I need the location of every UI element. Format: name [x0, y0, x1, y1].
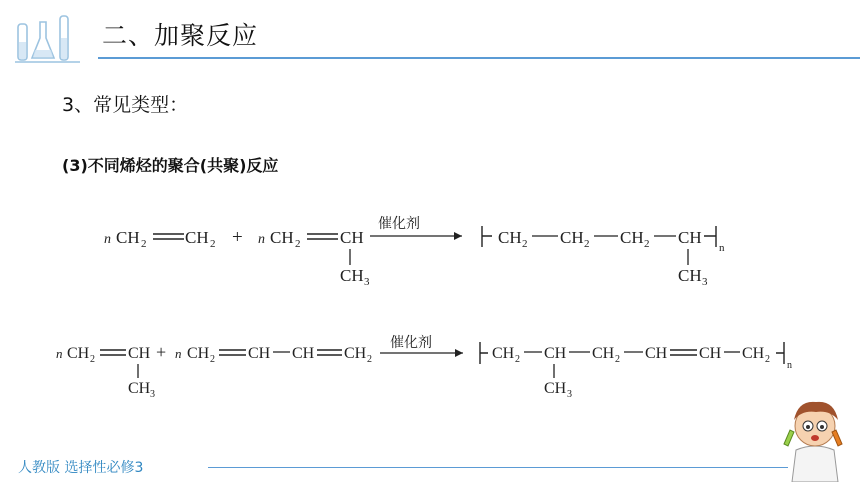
- subscript: 2: [141, 238, 147, 250]
- formula-text: CH: [128, 345, 151, 362]
- formula-text: CH: [560, 228, 584, 247]
- scientist-mascot-icon: [772, 392, 858, 482]
- subscript: 2: [615, 354, 620, 365]
- branch-text: CH: [544, 380, 567, 397]
- formula-text: CH: [742, 345, 765, 362]
- branch-text: CH: [340, 266, 364, 285]
- footer-rule: [208, 467, 788, 468]
- formula-text: CH: [699, 345, 722, 362]
- subscript: 2: [515, 354, 520, 365]
- plus-sign: +: [232, 227, 243, 248]
- subscript: 2: [295, 238, 301, 250]
- subscript: 2: [210, 238, 216, 250]
- formula-text: CH: [645, 345, 668, 362]
- plus-sign: +: [156, 342, 167, 362]
- subscript: 2: [644, 238, 650, 250]
- close-bracket-icon: [776, 342, 784, 364]
- coefficient-n: n: [56, 346, 63, 361]
- subscript: 2: [90, 354, 95, 365]
- coefficient-n: n: [104, 232, 111, 247]
- subscript: 2: [584, 238, 590, 250]
- formula-text: CH: [678, 228, 702, 247]
- formula-text: CH: [340, 228, 364, 247]
- formula-text: CH: [248, 345, 271, 362]
- formula-text: CH: [116, 228, 140, 247]
- open-bracket-icon: [482, 226, 492, 247]
- subscript: 2: [367, 354, 372, 365]
- formula-text: CH: [292, 345, 315, 362]
- formula-text: CH: [592, 345, 615, 362]
- footer-edition: 人教版 选择性必修3: [18, 460, 144, 476]
- subscript: 3: [567, 389, 572, 400]
- close-bracket-icon: [704, 226, 716, 247]
- formula-text: CH: [67, 345, 90, 362]
- formula-text: CH: [492, 345, 515, 362]
- sub-heading: (3)不同烯烃的聚合(共聚)反应: [62, 156, 279, 175]
- formula-text: CH: [185, 228, 209, 247]
- reaction-1-equation: [0, 195, 860, 295]
- subscript: 2: [522, 238, 528, 250]
- polymer-product: [482, 226, 725, 288]
- repeat-n-subscript: n: [787, 360, 792, 371]
- subscript: 3: [364, 276, 370, 288]
- catalyst-label: 催化剂: [378, 216, 420, 232]
- subscript: 2: [765, 354, 770, 365]
- formula-text: CH: [620, 228, 644, 247]
- subscript: 2: [210, 354, 215, 365]
- polymer-product: [480, 342, 792, 400]
- coefficient-n: n: [258, 232, 265, 247]
- repeat-n-subscript: n: [719, 242, 725, 254]
- subscript: 3: [150, 389, 155, 400]
- arrow-head-icon: [454, 232, 462, 240]
- arrow-head-icon: [455, 349, 463, 357]
- branch-text: CH: [678, 266, 702, 285]
- open-bracket-icon: [480, 342, 488, 364]
- branch-text: CH: [128, 380, 151, 397]
- formula-text: CH: [187, 345, 210, 362]
- slide-title: 二、加聚反应: [102, 21, 259, 50]
- formula-text: CH: [544, 345, 567, 362]
- subscript: 3: [702, 276, 708, 288]
- catalyst-label: 催化剂: [390, 335, 432, 351]
- diene-reactant: [187, 345, 372, 365]
- formula-text: CH: [498, 228, 522, 247]
- formula-text: CH: [270, 228, 294, 247]
- reaction-2-equation: [0, 318, 860, 408]
- coefficient-n: n: [175, 346, 182, 361]
- lab-glassware-icon: [10, 8, 88, 68]
- formula-text: CH: [344, 345, 367, 362]
- section-heading: 3、常见类型：: [62, 94, 189, 116]
- title-underline: [98, 57, 860, 59]
